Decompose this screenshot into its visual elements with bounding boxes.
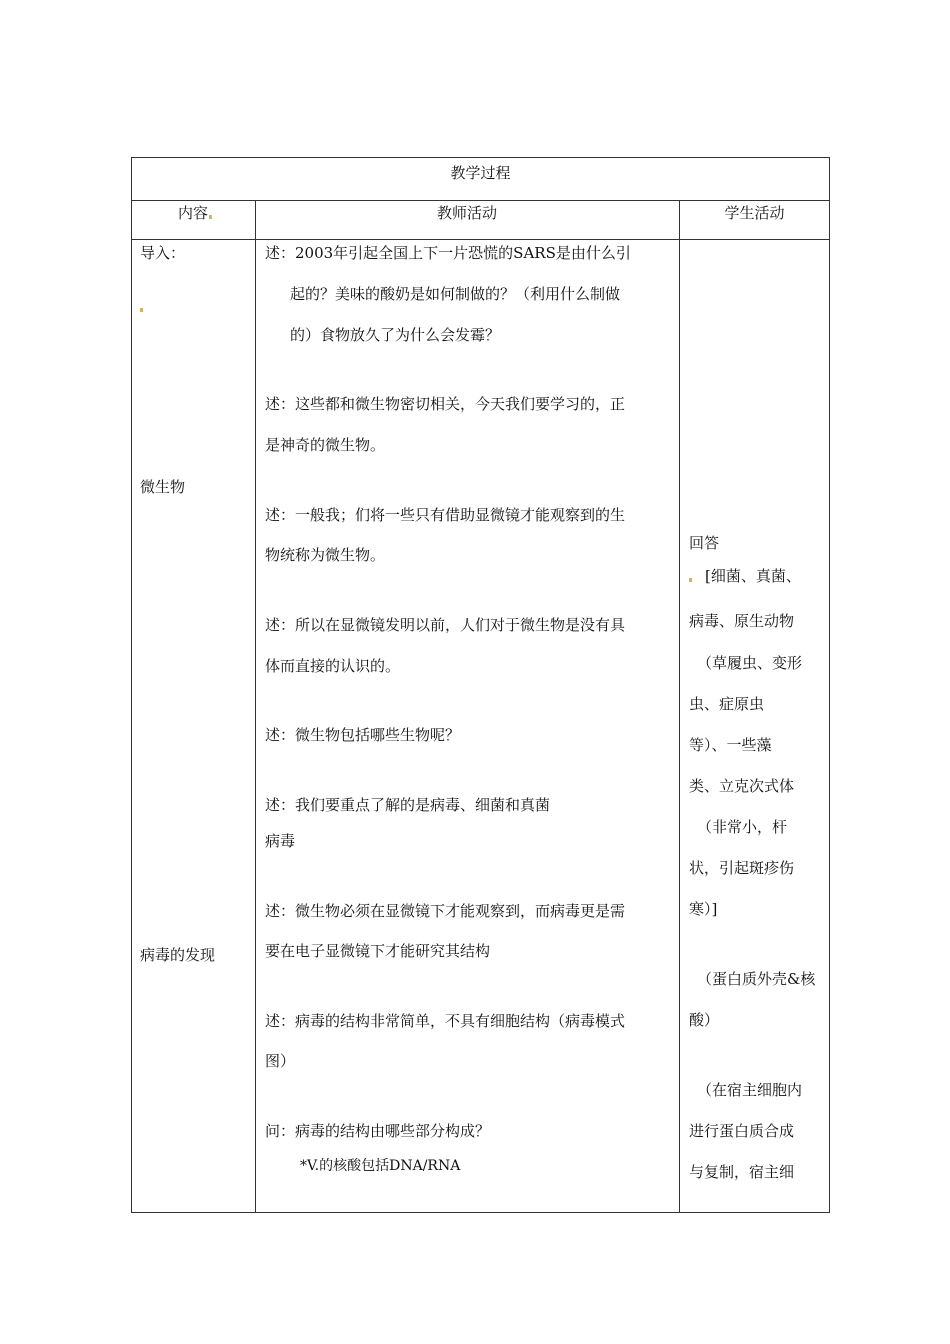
- teacher-line: 病毒: [265, 832, 296, 850]
- teacher-line: 述：2003年引起全国上下一片恐慌的SARS是由什么引: [265, 244, 631, 262]
- student-line: （蛋白质外壳&核: [697, 970, 816, 988]
- student-line: 病毒、原生动物: [689, 612, 795, 630]
- teacher-line: 是神奇的微生物。: [265, 436, 386, 454]
- column-divider: [255, 200, 256, 1212]
- student-line: 状，引起斑疹伤: [689, 859, 795, 877]
- highlight-mark: [689, 578, 692, 582]
- student-line: 类、立克次式体: [689, 777, 795, 795]
- highlight-mark: [209, 215, 212, 219]
- teacher-line: 述：微生物包括哪些生物呢？: [265, 726, 461, 744]
- student-line: 进行蛋白质合成: [689, 1122, 795, 1140]
- header-teacher-activity: 教师活动: [436, 204, 497, 222]
- teacher-line: 述：一般我；们将一些只有借助显微镜才能观察到的生: [265, 506, 626, 524]
- teacher-line: 述：所以在显微镜发明以前，人们对于微生物是没有具: [265, 616, 626, 634]
- content-microbe: 微生物: [140, 478, 186, 496]
- highlight-mark: [140, 308, 143, 312]
- student-line: 虫、症原虫: [689, 695, 765, 713]
- teacher-line: 要在电子显微镜下才能研究其结构: [265, 942, 491, 960]
- student-line: 酸）: [689, 1011, 720, 1029]
- row-divider: [132, 239, 829, 240]
- teacher-line: 问：病毒的结构由哪些部分构成？: [265, 1122, 491, 1140]
- column-divider: [679, 200, 680, 1212]
- teacher-line: 图）: [265, 1052, 296, 1070]
- teacher-line: 起的？美味的酸奶是如何制做的？（利用什么制做: [290, 285, 621, 303]
- header-student-activity: 学生活动: [724, 204, 785, 222]
- teacher-line: 述：病毒的结构非常简单，不具有细胞结构（病毒模式: [265, 1012, 626, 1030]
- lesson-table: [131, 157, 830, 1213]
- teacher-line: 述：我们要重点了解的是病毒、细菌和真菌: [265, 796, 551, 814]
- table-title: 教学过程: [450, 164, 511, 182]
- teacher-line: 述：微生物必须在显微镜下才能观察到，而病毒更是需: [265, 902, 626, 920]
- student-line: （非常小，杆: [697, 818, 788, 836]
- student-line: 寒）]: [689, 900, 718, 918]
- student-line: 与复制，宿主细: [689, 1163, 795, 1181]
- student-line: （草履虫、变形: [697, 654, 803, 672]
- student-line: [细菌、真菌、: [705, 567, 801, 585]
- header-content: 内容: [177, 204, 208, 222]
- row-divider: [132, 200, 829, 201]
- teacher-line: 物统称为微生物。: [265, 546, 386, 564]
- student-line: 等）、一些藻: [689, 736, 772, 754]
- student-line: （在宿主细胞内: [697, 1081, 803, 1099]
- teacher-line: *V.的核酸包括DNA/RNA: [300, 1158, 461, 1174]
- student-line: 回答: [689, 534, 720, 552]
- content-virus-discovery: 病毒的发现: [140, 946, 216, 964]
- teacher-line: 的）食物放久了为什么会发霉？: [290, 326, 501, 344]
- teacher-line: 述：这些都和微生物密切相关，今天我们要学习的，正: [265, 395, 626, 413]
- content-intro: 导入：: [140, 244, 186, 262]
- teacher-line: 体而直接的认识的。: [265, 657, 401, 675]
